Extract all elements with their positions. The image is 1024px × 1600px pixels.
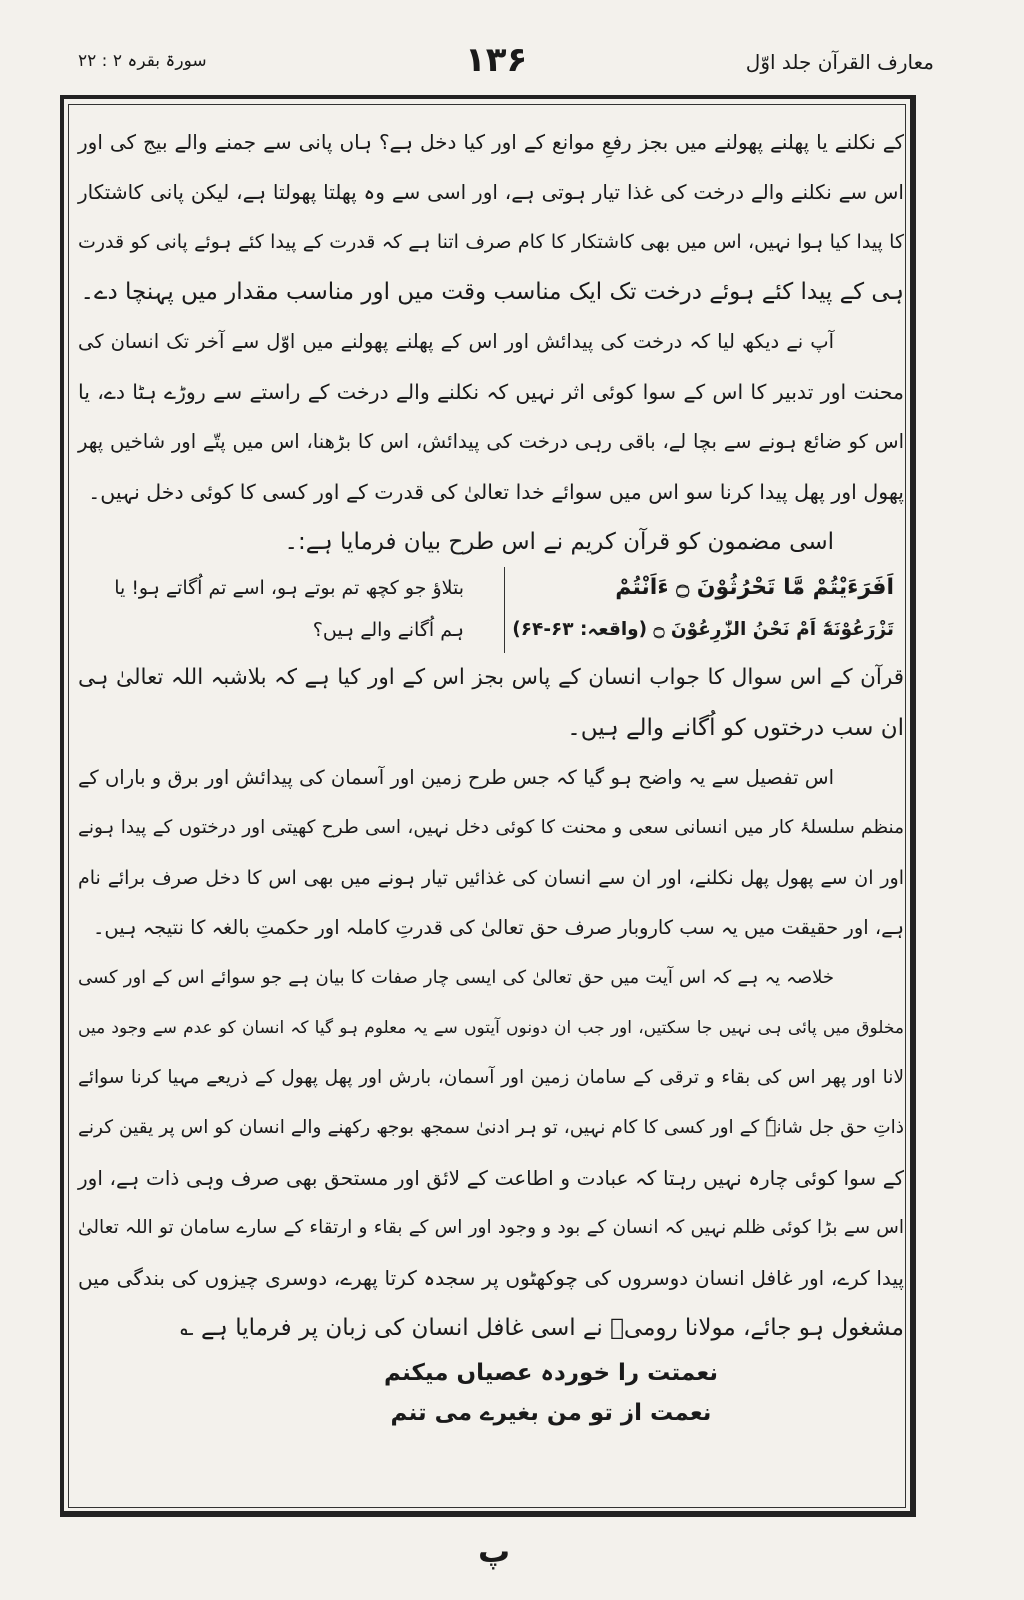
- text-line: خلاصہ یہ ہے کہ اس آیت میں حق تعالیٰ کی ایسی چار صفات کا بیان ہے جو سوائے اس کے اور کسی: [78, 967, 834, 988]
- book-title: معارف القرآن جلد اوّل: [745, 50, 934, 74]
- text-line: اس کو ضائع ہونے سے بچا لے، باقی رہی درخت کی پیدائش، اس کا بڑھنا، اس میں پتّے اور شاخیں پھر: [78, 430, 904, 453]
- verse-arabic-line: تَزْرَعُوْنَهٗٓ اَمْ نَحْنُ الزّٰرِعُوْنَ ۝ (واقعہ: ۶۳-۶۴): [512, 619, 894, 640]
- text-line: اسی مضمون کو قرآن کریم نے اس طرح بیان فرمایا ہے:۔: [284, 529, 834, 555]
- text-line: لانا اور پھر اس کی بقاء و ترقی کے سامان زمین اور آسمان، بارش اور پھل پھول کے ذریعے مہیا کرنا سوائے: [78, 1067, 904, 1088]
- text-line: اور ان سے پھول پھل نکلنے، اور ان سے انسان کی غذائیں تیار ہونے میں بھی اس کا دخل صرف برائے نام: [78, 867, 904, 889]
- text-line: مشغول ہو جائے، مولانا رومیؒ نے اسی غافل انسان کی زبان پر فرمایا ہے ؎: [180, 1315, 904, 1341]
- text-line: قرآن کے اس سوال کا جواب انسان کے پاس بجز اس کے اور کیا ہے کہ بلاشبہ اللہ تعالیٰ ہی: [78, 665, 904, 690]
- text-line: اس سے نکلنے والے درخت کی غذا تیار ہوتی ہے، اور اسی سے وہ پھلتا پھولتا ہے، لیکن پانی کاشتکار: [78, 180, 904, 204]
- text-line: کے سوا کوئی چارہ نہیں رہتا کہ عبادت و اطاعت کے لائق اور مستحق بھی صرف وہی ذات ہے، اور: [78, 1166, 904, 1190]
- text-line: محنت اور تدبیر کا اس کے سوا کوئی اثر نہیں کہ نکلنے والے درخت کے راستے سے روڑے ہٹا دے، یا: [78, 380, 904, 404]
- text-line: کا پیدا کیا ہوا نہیں، اس میں بھی کاشتکار کا کام صرف اتنا ہے کہ قدرت کے پیدا کئے ہوئے پانی کو قدرت: [78, 231, 904, 253]
- footer-signature-mark: پ: [478, 1532, 511, 1570]
- text-line: ہے، اور حقیقت میں یہ سب کاروبار صرف حق تعالیٰ کی قدرتِ کاملہ اور حکمتِ بالغہ کا نتیجہ ہیں۔: [92, 916, 904, 939]
- text-line: اس تفصیل سے یہ واضح ہو گیا کہ جس طرح زمین اور آسمان کی پیدائش اور برق و باراں کے: [78, 766, 834, 789]
- text-line: پھول اور پھل پیدا کرنا سو اس میں سوائے خدا تعالیٰ کی قدرت کے اور کسی کا کوئی دخل نہیں۔: [88, 480, 904, 504]
- text-line: آپ نے دیکھ لیا کہ درخت کی پیدائش اور اس کے پھلنے پھولنے میں اوّل سے آخر تک انسان کی: [78, 330, 834, 353]
- text-line: کے نکلنے یا پھلنے پھولنے میں بجز رفعِ موانع کے اور کیا دخل ہے؟ ہاں پانی سے جمنے والے بیج کی اور: [78, 130, 904, 154]
- quran-verse-block: [78, 567, 904, 653]
- text-line: ہی کے پیدا کئے ہوئے درخت تک ایک مناسب وقت میں اور مناسب مقدار میں پہنچا دے۔: [80, 279, 904, 305]
- verse-translation-line: بتلاؤ جو کچھ تم بوتے ہو، اسے تم اُگاتے ہو! یا: [114, 577, 464, 599]
- verse-translation: [114, 567, 504, 653]
- text-line: ان سب درختوں کو اُگانے والے ہیں۔: [567, 715, 904, 741]
- page-body: [78, 117, 904, 1433]
- page-number: ۱۳۶: [465, 40, 528, 80]
- text-line: پیدا کرے، اور غافل انسان دوسروں کی چوکھٹوں پر سجدہ کرتا پھرے، دوسری چیزوں کی بندگی میں: [78, 1266, 904, 1290]
- verse-translation-line: ہم اُگانے والے ہیں؟: [312, 619, 464, 641]
- verse-arabic: [504, 567, 904, 653]
- poem-line: نعمتت را خوردہ عصیاں میکنم: [384, 1360, 718, 1386]
- surah-reference: سورۃ بقرہ ۲ : ۲۲: [78, 51, 207, 71]
- text-line: منظم سلسلۂ کار میں انسانی سعی و محنت کا کوئی دخل نہیں، اسی طرح کھیتی اور درختوں کے پیدا ہونے: [78, 817, 904, 838]
- text-line: اس سے بڑا کوئی ظلم نہیں کہ انسان کے بود و وجود اور اس کے بقاء و ارتقاء کے سارے سامان تو اللہ تعالیٰ: [78, 1217, 904, 1238]
- text-line: ذاتِ حق جل شانہٗ کے اور کسی کا کام نہیں، تو ہر ادنیٰ سمجھ بوجھ رکھنے والے انسان کو اس پر یقین کرنے: [78, 1117, 904, 1138]
- verse-arabic-line: اَفَرَءَيْتُمْ مَّا تَحْرُثُوْنَ ۝ ءَاَنْتُمْ: [615, 575, 894, 600]
- text-line: مخلوق میں پائی ہی نہیں جا سکتیں، اور جب ان دونوں آیتوں سے یہ معلوم ہو گیا کہ انسان کو عدم سے وجود میں: [78, 1018, 904, 1038]
- poem-line: نعمت از تو من بغیرے می تنم: [390, 1400, 712, 1426]
